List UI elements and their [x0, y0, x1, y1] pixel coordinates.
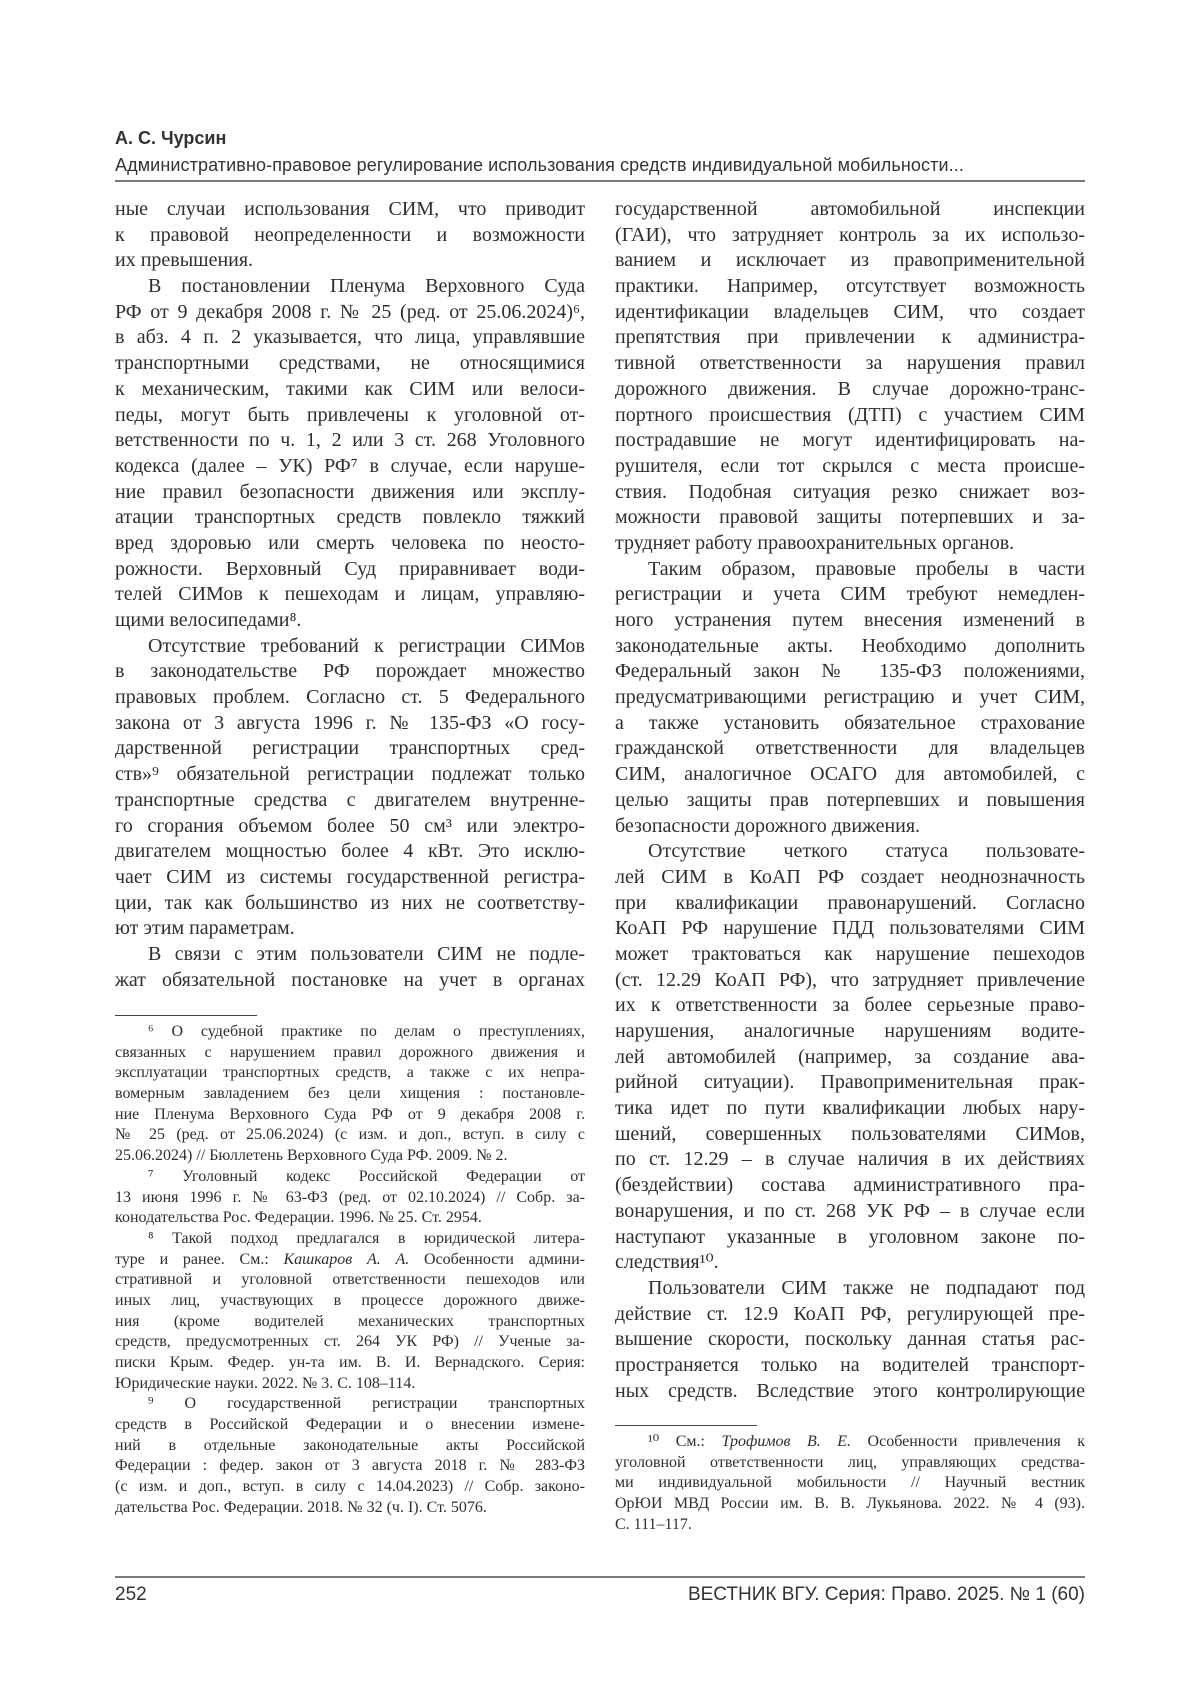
footnote — [115, 1022, 585, 1167]
footnote — [115, 1167, 585, 1229]
text-line: их к ответственности за более серьезные право- — [615, 993, 1085, 1019]
text-line: портного происшествия (ДТП) с участием СИМ — [615, 403, 1085, 429]
footnote-line: (с изм. и доп., вступ. в силу с 14.04.2023) // Собр. законо- — [115, 1477, 585, 1498]
text-line: в абз. 4 п. 2 указывается, что лица, управлявшие — [115, 325, 585, 351]
text-line: ств»⁹ обязательной регистрации подлежат только — [115, 762, 585, 788]
footnote-line: вомерным завладением без цели хищения : постановле- — [115, 1084, 585, 1105]
footnote-line: № 25 (ред. от 25.06.2024) (с изм. и доп., вступ. в силу с — [115, 1125, 585, 1146]
text-line: практики. Например, отсутствует возможность — [615, 274, 1085, 300]
article-author: А. С. Чурсин — [115, 128, 226, 149]
header-divider — [115, 180, 1085, 182]
footnote — [615, 1432, 1085, 1535]
paragraph — [615, 839, 1085, 1276]
footnote-line: Федерации : федер. закон от 3 августа 2018 г. № 283-ФЗ — [115, 1456, 585, 1477]
footnote-line: стративной и уголовной ответственности пешеходов или — [115, 1270, 585, 1291]
footnote-line: ⁹ О государственной регистрации транспортных — [115, 1394, 585, 1415]
text-line: тика идет по пути квалификации любых нару- — [615, 1096, 1085, 1122]
journal-citation: ВЕСТНИК ВГУ. Серия: Право. 2025. № 1 (60) — [688, 1584, 1085, 1606]
text-line: Пользователи СИМ также не подпадают под — [615, 1276, 1085, 1302]
text-line: ного устранения путем внесения изменений в — [615, 608, 1085, 634]
text-line: Отсутствие четкого статуса пользовате- — [615, 839, 1085, 865]
footnote — [115, 1394, 585, 1518]
text-line: может трактоваться как нарушение пешеходов — [615, 942, 1085, 968]
text-line: ветственности по ч. 1, 2 или 3 ст. 268 Уголовного — [115, 428, 585, 454]
paragraph — [615, 1276, 1085, 1404]
text-line: (ст. 12.29 КоАП РФ), что затрудняет привлечение — [615, 968, 1085, 994]
footnote — [115, 1229, 585, 1395]
text-line: рийной ситуации). Правоприменительная прак- — [615, 1070, 1085, 1096]
footnote-line: ний в отдельные законодательные акты Российской — [115, 1436, 585, 1457]
text-line: следствия¹⁰. — [615, 1250, 1085, 1276]
text-line: препятствия при привлечении к администра- — [615, 325, 1085, 351]
text-segment: туре и ранее. См.: — [115, 1251, 284, 1268]
text-line: ют этим параметрам. — [115, 916, 585, 942]
footnote-line — [115, 1250, 585, 1271]
footnote-line: ние Пленума Верховного Суда РФ от 9 декабря 2008 г. — [115, 1105, 585, 1126]
text-line: Федеральный закон № 135-ФЗ положениями, — [615, 659, 1085, 685]
footnote-line: Юридические науки. 2022. № 3. С. 108–114. — [115, 1374, 585, 1395]
text-line: педы, могут быть привлечены к уголовной от- — [115, 403, 585, 429]
text-segment: Особенности админи- — [409, 1251, 585, 1268]
text-line: безопасности дорожного движения. — [615, 814, 1085, 840]
cited-author: Кашкаров А. А. — [284, 1251, 410, 1268]
text-line: вред здоровью или смерть человека по неосто- — [115, 531, 585, 557]
left-column-body — [115, 197, 585, 993]
text-line: КоАП РФ нарушение ПДД пользователями СИМ — [615, 916, 1085, 942]
text-line: Отсутствие требований к регистрации СИМов — [115, 634, 585, 660]
text-line: ствия. Подобная ситуация резко снижает воз- — [615, 480, 1085, 506]
paragraph — [115, 942, 585, 993]
footnote-line: ⁷ Уголовный кодекс Российской Федерации от — [115, 1167, 585, 1188]
text-line: по ст. 12.29 – в случае наличия в их действиях — [615, 1147, 1085, 1173]
text-line: а также установить обязательное страхование — [615, 711, 1085, 737]
text-line: В связи с этим пользователи СИМ не подле- — [115, 942, 585, 968]
footnote-line: 13 июня 1996 г. № 63-ФЗ (ред. от 02.10.2024) // Собр. за- — [115, 1188, 585, 1209]
left-footnote-divider — [115, 1015, 257, 1016]
right-column-footnotes — [615, 1432, 1085, 1535]
text-line: трудняет работу правоохранительных органов. — [615, 531, 1085, 557]
text-line: действие ст. 12.9 КоАП РФ, регулирующей пре- — [615, 1302, 1085, 1328]
text-line: (бездействии) состава административного пра- — [615, 1173, 1085, 1199]
text-line: тивной ответственности за нарушения правил — [615, 351, 1085, 377]
text-line: телей СИМов к пешеходам и лицам, управляю- — [115, 582, 585, 608]
text-line: идентификации владельцев СИМ, что создает — [615, 300, 1085, 326]
text-line: шений, совершенных пользователями СИМов, — [615, 1122, 1085, 1148]
paragraph — [115, 274, 585, 634]
text-segment: Особенности привлечения к — [851, 1433, 1085, 1450]
text-line: ции, так как большинство из них не соответству- — [115, 891, 585, 917]
text-line: (ГАИ), что затрудняет контроль за их использо- — [615, 223, 1085, 249]
paragraph — [615, 197, 1085, 557]
text-line: нарушения, аналогичные нарушениям водите- — [615, 1019, 1085, 1045]
footnote-line — [615, 1432, 1085, 1453]
text-segment: ¹⁰ См.: — [648, 1433, 721, 1450]
text-line: лей автомобилей (например, за создание ава- — [615, 1045, 1085, 1071]
footnote-line: ⁶ О судебной практике по делам о преступлениях, — [115, 1022, 585, 1043]
text-line: щими велосипедами⁸. — [115, 608, 585, 634]
text-line: вонарушения, и по ст. 268 УК РФ – в случае если — [615, 1199, 1085, 1225]
footnote-line: ния (кроме водителей механических транспортных — [115, 1312, 585, 1333]
text-line: к механическим, такими как СИМ или велоси- — [115, 377, 585, 403]
footnote-line: ⁸ Такой подход предлагался в юридической литера- — [115, 1229, 585, 1250]
cited-author: Трофимов В. Е. — [721, 1433, 851, 1450]
text-line: при квалификации правонарушений. Согласно — [615, 891, 1085, 917]
footnote-line: средств в Российской Федерации и о внесении измене- — [115, 1415, 585, 1436]
running-title: Административно-правовое регулирование использования средств индивидуальной мобильности... — [115, 155, 964, 176]
text-line: государственной автомобильной инспекции — [615, 197, 1085, 223]
footnote-line: эксплуатации транспортных средств, а также с их непра- — [115, 1063, 585, 1084]
footnote-line: уголовной ответственности лиц, управляющих средства- — [615, 1453, 1085, 1474]
text-line: го сгорания объемом более 50 см³ или электро- — [115, 814, 585, 840]
text-line: целью защиты прав потерпевших и повышения — [615, 788, 1085, 814]
text-line: предусматривающими регистрацию и учет СИМ, — [615, 685, 1085, 711]
text-line: ные случаи использования СИМ, что приводит — [115, 197, 585, 223]
footnote-line: 25.06.2024) // Бюллетень Верховного Суда РФ. 2009. № 2. — [115, 1146, 585, 1167]
text-line: можности правовой защиты потерпевших и за- — [615, 505, 1085, 531]
page-number: 252 — [115, 1584, 147, 1606]
right-footnote-divider — [615, 1425, 757, 1426]
text-line: регистрации и учета СИМ требуют немедлен- — [615, 582, 1085, 608]
text-line: вышение скорости, поскольку данная статья рас- — [615, 1327, 1085, 1353]
text-line: в законодательстве РФ порождает множество — [115, 659, 585, 685]
text-line: дорожного движения. В случае дорожно-транс- — [615, 377, 1085, 403]
footnote-line: конодательства Рос. Федерации. 1996. № 25. Ст. 2954. — [115, 1208, 585, 1229]
text-line: закона от 3 августа 1996 г. № 135-ФЗ «О госу- — [115, 711, 585, 737]
footnote-line: писки Крым. Федер. ун-та им. В. И. Вернадского. Серия: — [115, 1353, 585, 1374]
text-line: ванием и исключает из правоприменительной — [615, 248, 1085, 274]
text-line: законодательные акты. Необходимо дополнить — [615, 634, 1085, 660]
text-line: ных средств. Вследствие этого контролирующие — [615, 1379, 1085, 1405]
footnote-line: ОрЮИ МВД России им. В. В. Лукьянова. 2022. № 4 (93). — [615, 1494, 1085, 1515]
footnote-line: дательства Рос. Федерации. 2018. № 32 (ч. I). Ст. 5076. — [115, 1498, 585, 1519]
paragraph — [115, 634, 585, 942]
right-column-body — [615, 197, 1085, 1404]
footer-divider — [115, 1576, 1085, 1578]
text-line: атации транспортных средств повлекло тяжкий — [115, 505, 585, 531]
footnote-line: иных лиц, участвующих в процессе дорожного движе- — [115, 1291, 585, 1312]
text-line: двигателем мощностью более 4 кВт. Это исклю- — [115, 839, 585, 865]
paragraph — [615, 557, 1085, 840]
text-line: пространяется только на водителей транспорт- — [615, 1353, 1085, 1379]
text-line: лей СИМ в КоАП РФ создает неоднозначность — [615, 865, 1085, 891]
text-line: кодекса (далее – УК) РФ⁷ в случае, если наруше- — [115, 454, 585, 480]
footnote-line: средств, предусмотренных ст. 264 УК РФ) // Ученые за- — [115, 1332, 585, 1353]
left-column-footnotes — [115, 1022, 585, 1519]
text-line: СИМ, аналогичное ОСАГО для автомобилей, с — [615, 762, 1085, 788]
text-line: В постановлении Пленума Верховного Суда — [115, 274, 585, 300]
text-line: РФ от 9 декабря 2008 г. № 25 (ред. от 25.06.2024)⁶, — [115, 300, 585, 326]
paragraph — [115, 197, 585, 274]
text-line: пострадавшие не могут идентифицировать на- — [615, 428, 1085, 454]
footnote-line: ми индивидуальной мобильности // Научный вестник — [615, 1473, 1085, 1494]
text-line: жат обязательной постановке на учет в органах — [115, 968, 585, 994]
text-line: ние правил безопасности движения или эксплу- — [115, 480, 585, 506]
text-line: дарственной регистрации транспортных сред- — [115, 736, 585, 762]
text-line: транспортными средствами, не относящимися — [115, 351, 585, 377]
footnote-line: С. 111–117. — [615, 1515, 1085, 1536]
text-line: чает СИМ из системы государственной регистра- — [115, 865, 585, 891]
text-line: Таким образом, правовые пробелы в части — [615, 557, 1085, 583]
text-line: транспортные средства с двигателем внутренне- — [115, 788, 585, 814]
text-line: рушителя, если тот скрылся с места происше- — [615, 454, 1085, 480]
text-line: правовых проблем. Согласно ст. 5 Федерального — [115, 685, 585, 711]
text-line: наступают указанные в уголовном законе по- — [615, 1225, 1085, 1251]
footnote-line: связанных с нарушением правил дорожного движения и — [115, 1043, 585, 1064]
text-line: гражданской ответственности для владельцев — [615, 736, 1085, 762]
text-line: их превышения. — [115, 248, 585, 274]
text-line: рожности. Верховный Суд приравнивает води- — [115, 557, 585, 583]
text-line: к правовой неопределенности и возможности — [115, 223, 585, 249]
